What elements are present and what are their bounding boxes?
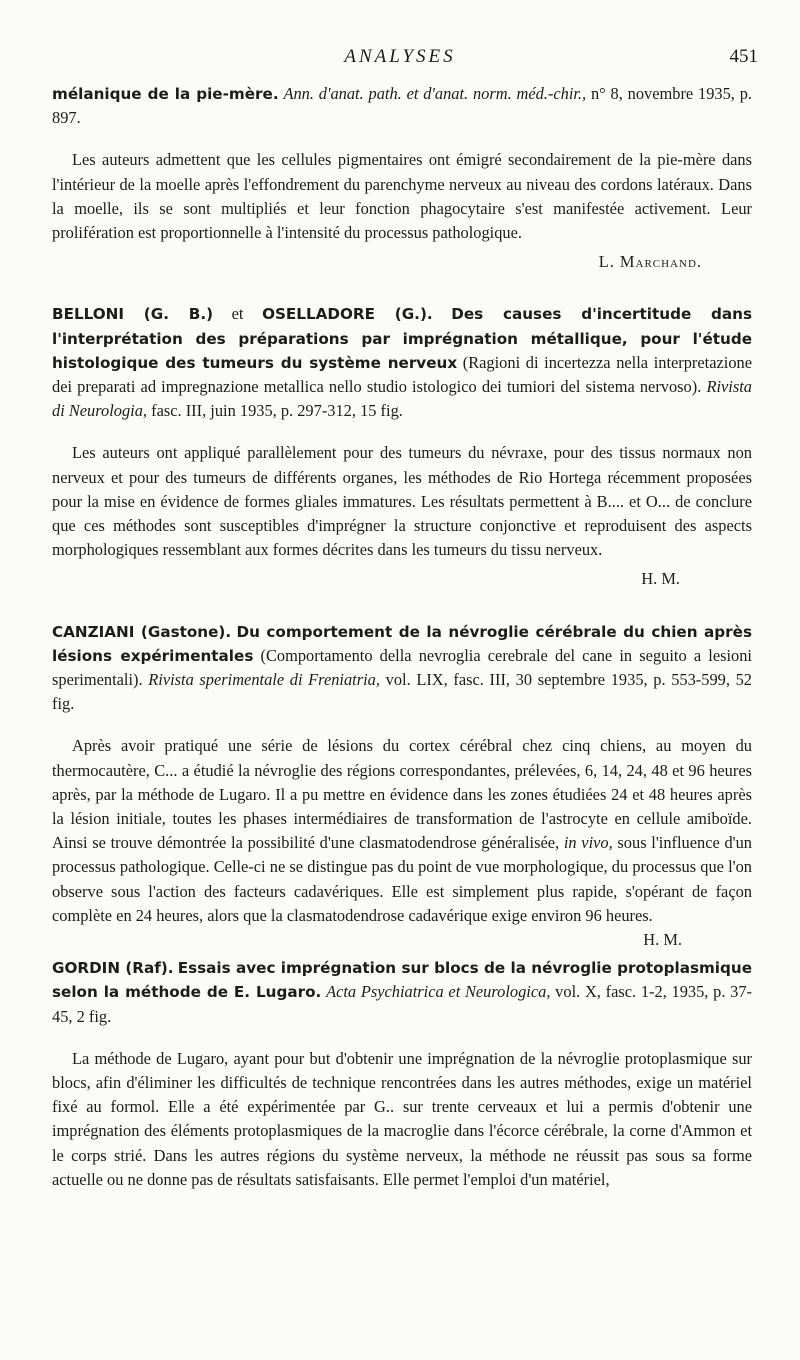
entry-citation (52, 620, 752, 717)
author-name: GORDIN (Raf). (52, 959, 174, 978)
entry-body: Les auteurs admettent que les cellules pigmentaires ont émigré secondairement de la pie-mère dans l'intérieur de la moelle après l'effondrement du parenchyme nerveux au niveau des cordons latéraux. Dans la moelle, ils se sont multipliés et leur fonction phagocytaire s'est manifestée activement. Leur prolifération est proportionnelle à l'intensité du processus pathologique. (52, 150, 752, 243)
entry-title: mélanique de la pie-mère. (52, 85, 279, 103)
citation-ref: vol. LIX, fasc. III, 30 septembre 1935, p. 553-599, 52 fig. (52, 670, 752, 714)
citation-ref: n° 8, novembre 1935, p. 897. (52, 84, 752, 128)
entry-signature: H. M. (643, 930, 682, 950)
entry-title: Essais avec imprégnation sur blocs de la névroglie protoplasmique selon la méthode de E. Lugaro. (52, 959, 752, 1002)
journal-name: Rivista di Neurologia, (52, 377, 752, 421)
author-conjunction: et (231, 304, 244, 324)
entry-signature: L. Marchand. (598, 252, 702, 272)
journal-name: Rivista sperimentale di Freniatria, (148, 670, 380, 690)
entry-title: Du comportement de la névroglie cérébrale du chien après lésions expérimentales (52, 622, 752, 665)
entry-title: Des causes d'incertitude dans l'interprétation des préparations par imprégnation métallique, pour l'étude histologique des tumeurs du système nerveux (52, 305, 752, 372)
citation-ref: vol. X, fasc. 1-2, 1935, p. 37-45, 2 fig. (52, 982, 753, 1026)
entry-body: Les auteurs ont appliqué parallèlement pour des tumeurs du névraxe, pour des tissus normaux non nerveux et pour des tumeurs de différents organes, les méthodes de Rio Hortega récemment proposées pour la mise en évidence de formes gliales immatures. Les résultats permettent à B.... et O... de conclure que ces méthodes sont susceptibles d'imprégner la structure conjonctive et reproduisent des aspects morphologiques ressemblant aux formes décrites dans les tumeurs du tissu nerveux. (52, 443, 752, 560)
entry-citation (52, 82, 752, 130)
author-name: CANZIANI (Gastone). (52, 622, 232, 641)
page-header (0, 46, 800, 72)
entry-citation (52, 956, 752, 1029)
entry-body: La méthode de Lugaro, ayant pour but d'obtenir une imprégnation de la névroglie protoplasmique sur blocs, afin d'éliminer les difficultés de technique rencontrées dans les autres méthodes, exige un matériel fixé au formol. Elle a été expérimentée par G.. sur trente cerveaux et lui a permis d'obtenir une imprégnation des éléments protoplasmiques de la macroglie dans l'écorce cérébrale, la corne d'Ammon et le corps strié. Dans les autres régions du système nerveux, la méthode ne réussit pas sous sa forme actuelle ou ne donne pas de résultats satisfaisants. Elle permet l'emploi d'un matériel, (52, 1048, 752, 1189)
body-text: Après avoir pratiqué une série de lésions du cortex cérébral chez cinq chiens, au moyen du thermocautère, C... a étudié la névroglie des régions correspondantes, prélevées, 6, 14, 24, 48 et 96 heures après, par la méthode de Lugaro. Il a pu mettre en évidence dans les zones étudiées 24 et 48 heures après la lésion initiale, toutes les phases intermédiaires de transformation de l'astrocyte en cellule amiboïde. Ainsi se trouve démontrée la possibilité d'une clasmatodendrose généralisée, (52, 736, 752, 853)
page-content (52, 82, 752, 1192)
running-head: ANALYSES (344, 46, 456, 67)
author-name: OSELLADORE (G.). (262, 305, 433, 324)
citation-ref: fasc. III, juin 1935, p. 297-312, 15 fig. (151, 401, 403, 421)
entry-citation (52, 302, 752, 423)
title-translation: (Comportamento della nevroglia cerebrale del cane in seguito a lesioni sperimentali). (52, 645, 752, 690)
entry-signature: H. M. (641, 569, 680, 589)
journal-name: Ann. d'anat. path. et d'anat. norm. méd.-chir., (283, 84, 587, 103)
title-translation: (Ragioni di incertezza nella interpretazione dei preparati ad impregnazione metallica nello studio istologico dei tumiori del sistema nervoso). (52, 352, 752, 397)
page-number: 451 (729, 46, 758, 67)
author-name: BELLONI (G. B.) (52, 305, 214, 324)
body-text: sous l'influence d'un processus pathologique. Celle-ci ne se distingue pas du point de vue morphologique, du processus que l'on observe sous l'action des facteurs cadavériques. Elle est simplement plus rapide, s'opérant de façon complète en 24 heures, alors que la clasmatodendrose cadavérique exige environ 96 heures. (52, 833, 753, 925)
entry-body (52, 734, 753, 950)
journal-name: Acta Psychiatrica et Neurologica, (326, 982, 551, 1002)
body-italic: in vivo, (563, 833, 613, 853)
